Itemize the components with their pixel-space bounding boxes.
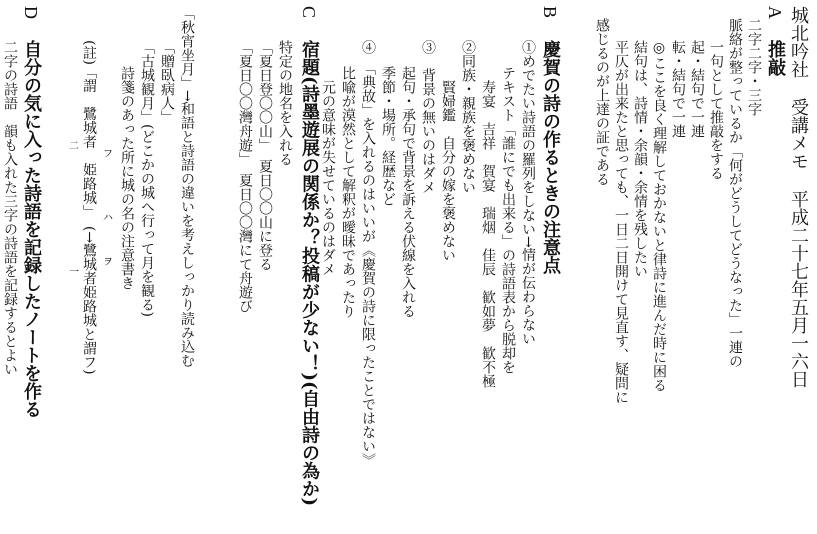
section-a-heading: 推敲 [765,40,786,76]
section-c-line: 「贈臥病人」 [159,40,175,124]
section-d-heading: 自分の気に入った詩語を記録したノートを作る [21,40,42,418]
section-a-line: 二字二字・三字 [746,18,762,116]
section-a-line: 結句は、詩情・余韻・余情を残したい [632,40,648,278]
header-society: 城北吟社 [788,6,809,78]
section-c-line: 「古城観月」(どこかの城へ行って月を観る) [139,40,155,317]
section-b-line: 起句・承句で背景を訴える伏線を入れる [400,66,416,318]
section-b-letter: B [540,6,560,19]
section-b-heading: 慶賀の詩の作るときの注意点 [540,40,561,274]
section-d-letter: D [21,6,41,19]
section-a-line: 脈絡が整っているか「何がどうしてどうなった」一連の [727,18,743,368]
section-a-line: 平仄が出来たと思っても、一日二日開けて見直す、疑問に [613,40,629,404]
section-b-line: 元の意味が失せているのはダメ [320,80,336,276]
section-b-line: ②同族・親族を褒めない [460,40,476,194]
section-c-line: 「秋宵坐月」→和語と詩語の違いを考えしっかり読み込む [179,6,195,368]
section-b-line: ①めでたい詩語の羅列をしない→情が伝わらない [520,40,536,346]
section-c-line: 「夏日〇〇灣舟遊」 夏日〇〇灣にて舟遊び [237,40,253,313]
kunten-mark: 二 [69,141,79,152]
kunten-mark: ヲ [103,257,113,268]
section-c-letter: C [299,6,319,19]
kunten-mark: フ [103,149,113,160]
section-b-line: ③ 背景の無いのはダメ [420,40,436,194]
section-a-letter: A [765,6,785,19]
section-b-line: 比喩が漠然として解釈が曖昧であったり [340,66,356,318]
section-c-heading: 宿題(詩墨遊展の関係か？投稿が少ない！)(自由詩の為か) [299,40,320,507]
section-a-line: 感じるのが上達の証である [594,18,610,186]
section-c-line: 特定の地名を入れる [277,40,293,166]
section-b-line: ④ 「典故」を入れるのはいいが《慶賀の詩に限ったことではない》 [360,40,376,467]
section-b-line: 寿宴 吉祥 賀宴 瑞烟 佳辰 歓如夢 歓不極 [480,80,496,388]
section-c-line: 詩箋のあった所に城の名の注意書き [119,66,135,290]
section-a-line: 一句として推敲をする [708,40,724,180]
section-b-line: 季節・場所。経歴など [380,66,396,206]
header-memo: 受講メモ [788,98,809,170]
section-c-line: (註)「謂 鷺城者 姫路城」 (→鷺城者姫路城と謂フ) [81,40,97,375]
kunten-mark: ハ [103,213,113,224]
section-a-line: 転・結句で一連 [670,40,686,138]
section-a-line: 起・結句で一連 [689,40,705,138]
section-a-line: ◎ここを良く理解しておかないと律詩に進んだ時に困る [651,40,667,392]
kunten-mark: 一 [69,267,79,278]
section-c-line: 「夏日登〇〇山」 夏日〇〇山に登る [257,40,273,271]
section-b-line: テキスト「誰にでも出来る」の詩語表から脱却を [500,66,516,374]
header-date: 平成二十七年五月一六日 [788,190,809,388]
section-b-line: 賢婦鑑 自分の嫁を褒めない [440,80,456,262]
section-d-line: 二字の詩語 韻も入れた三字の詩語を記録するとよい [2,40,18,376]
